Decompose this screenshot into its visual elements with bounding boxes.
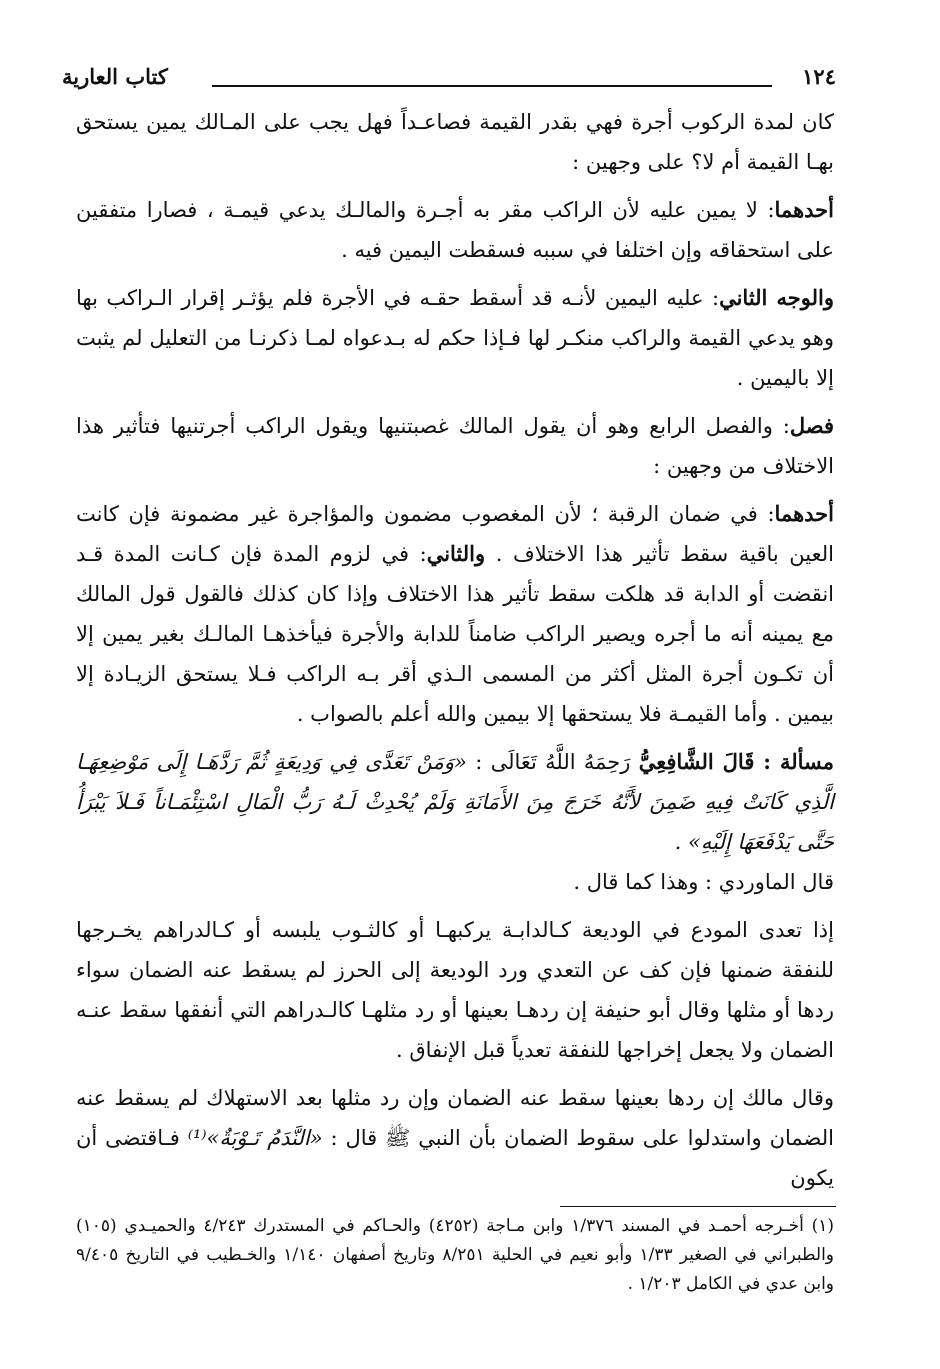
page-number: ١٢٤: [802, 64, 836, 89]
paragraph: مسألة : قَالَ الشَّافِعِيُّ رَحِمَهُ اللَّهُ تَعَالَى : «وَمَنْ تَعَدَّى فِي وَدِيعَةٍ ثُمَّ رَدَّهَـا إِلَى مَوْضِعِهَـا الَّذِي كَانَتْ فِيهِ ضَمِنَ لأَنَّهُ خَرَجَ مِنَ الأَمَانَةِ وَلَمْ يُحْدِثْ لَـهُ رَبُّ الْمَالِ اسْتِئْمَـاناً فَـلاَ يَبْرَأُ حَتَّى يَدْفَعَهَا إِلَيْهِ» .: [76, 749, 834, 854]
book-title: كتاب العارية: [62, 64, 168, 89]
paragraph-label: فصل: [789, 413, 834, 438]
paragraph: كان لمدة الركوب أجرة فهي بقدر القيمة فصاعـداً فهل يجب على المـالك يمين يستحق بهـا القيمة أم لا؟ على وجهين :: [76, 110, 834, 174]
hadith-quote: «النَّدَمُ تَـوْبَةٌ»⁽¹⁾: [187, 1126, 323, 1150]
quranic-quote: «وَمَنْ تَعَدَّى فِي وَدِيعَةٍ ثُمَّ رَدَّهَـا إِلَى مَوْضِعِهَـا الَّذِي كَانَتْ فِيهِ ضَمِنَ لأَنَّهُ خَرَجَ مِنَ الأَمَانَةِ وَلَمْ يُحْدِثْ لَـهُ رَبُّ الْمَالِ اسْتِئْمَـاناً فَـلاَ يَبْرَأُ حَتَّى يَدْفَعَهَا إِلَيْهِ» .: [76, 750, 834, 854]
paragraph-label: أحدهما: [774, 501, 834, 526]
footnote-rule: [560, 1206, 836, 1207]
paragraph-label: أحدهما: [774, 197, 834, 222]
paragraph-label: والثاني: [426, 541, 486, 566]
paragraph: والوجه الثاني: عليه اليمين لأنـه قد أسقط حقـه في الأجرة فلم يؤثـر إقرار الـراكب بها وهو يدعي القيمة والراكب منكـر لها فـإذا حكم له بـدعواه لمـا ذكرنـا من التعليل لم يثبت إلا باليمين .: [76, 285, 835, 390]
paragraph: فصل: والفصل الرابع وهو أن يقول المالك غصبتنيها ويقول الراكب أجرتنيها فتأثير هذا الاختلاف من وجهين :: [76, 413, 834, 478]
header-rule: [212, 85, 772, 87]
page-header: [62, 64, 836, 100]
paragraph-label: والوجه الثاني: [719, 285, 835, 310]
main-text: [76, 102, 834, 1198]
paragraph: وقال مالك إن ردها بعينها سقط عنه الضمان وإن رد مثلها بعد الاستهلاك لم يسقط عنه الضمان واستدلوا على سقوط الضمان بأن النبي ﷺ قال : «النَّدَمُ تَـوْبَةٌ»⁽¹⁾ فـاقتضى أن يكون: [76, 1086, 834, 1190]
paragraph: إذا تعدى المودع في الوديعة كـالدابـة يركبهـا أو كالثـوب يلبسه أو كـالدراهم يخـرجها للنفقة ضمنها فإن كف عن التعدي ورد الوديعة إلى الحرز لم يسقط عنه الضمان سواء ردها أو مثلها وقال أبو حنيفة إن ردهـا بعينها أو رد مثلهـا كالـدراهم التي أنفقها سقط عنـه الضمان ولا يجعل إخراجها للنفقة تعدياً قبل الإنفاق .: [76, 918, 834, 1062]
paragraph: أحدهما: في ضمان الرقبة ؛ لأن المغصوب مضمون والمؤاجرة غير مضمونة فإن كانت العين باقية سقط تأثير هذا الاختلاف . والثاني: في لزوم المدة فإن كـانت المدة قـد انقضت أو الدابة قد هلكت سقط تأثير هذا الاختلاف وإذا كان كذلك فالقول قول المالك مع يمينه أنه ما أجره ويصير الراكب ضامناً للدابة والأجرة فيأخذهـا المالـك بغير يمين إلا أن تكـون أجرة المثل أكثر من المسمى الـذي أقر بـه الراكب فـلا يستحق الزيـادة إلا بيمين . وأما القيمـة فلا يستحقها إلا بيمين والله أعلم بالصواب .: [76, 501, 834, 726]
paragraph: أحدهما: لا يمين عليه لأن الراكب مقر به أجـرة والمالـك يدعي قيمـة ، فصارا متفقين على استحقاقه وإن اختلفا في سببه فسقطت اليمين فيه .: [76, 197, 834, 262]
paragraph-label: مسألة : قَالَ الشَّافِعِيُّ: [638, 749, 834, 774]
footnotes: [76, 1212, 834, 1299]
paragraph: قال الماوردي : وهذا كما قال .: [573, 870, 834, 894]
footnote: (١) أخـرجه أحمـد في المسند ١/٣٧٦ وابن مـاجة (٤٢٥٢) والحـاكم في المستدرك ٤/٢٤٣ والحميـدي (١٠٥) والطبراني في الصغير ١/٣٣ وأبو نعيم في الحلية ٨/٢٥١ وتاريخ أصفهان ١/١٤٠ والخـطيب في التاريخ ٩/٤٠٥ وابن عدي في الكامل ١/٢٠٣ .: [76, 1216, 835, 1294]
